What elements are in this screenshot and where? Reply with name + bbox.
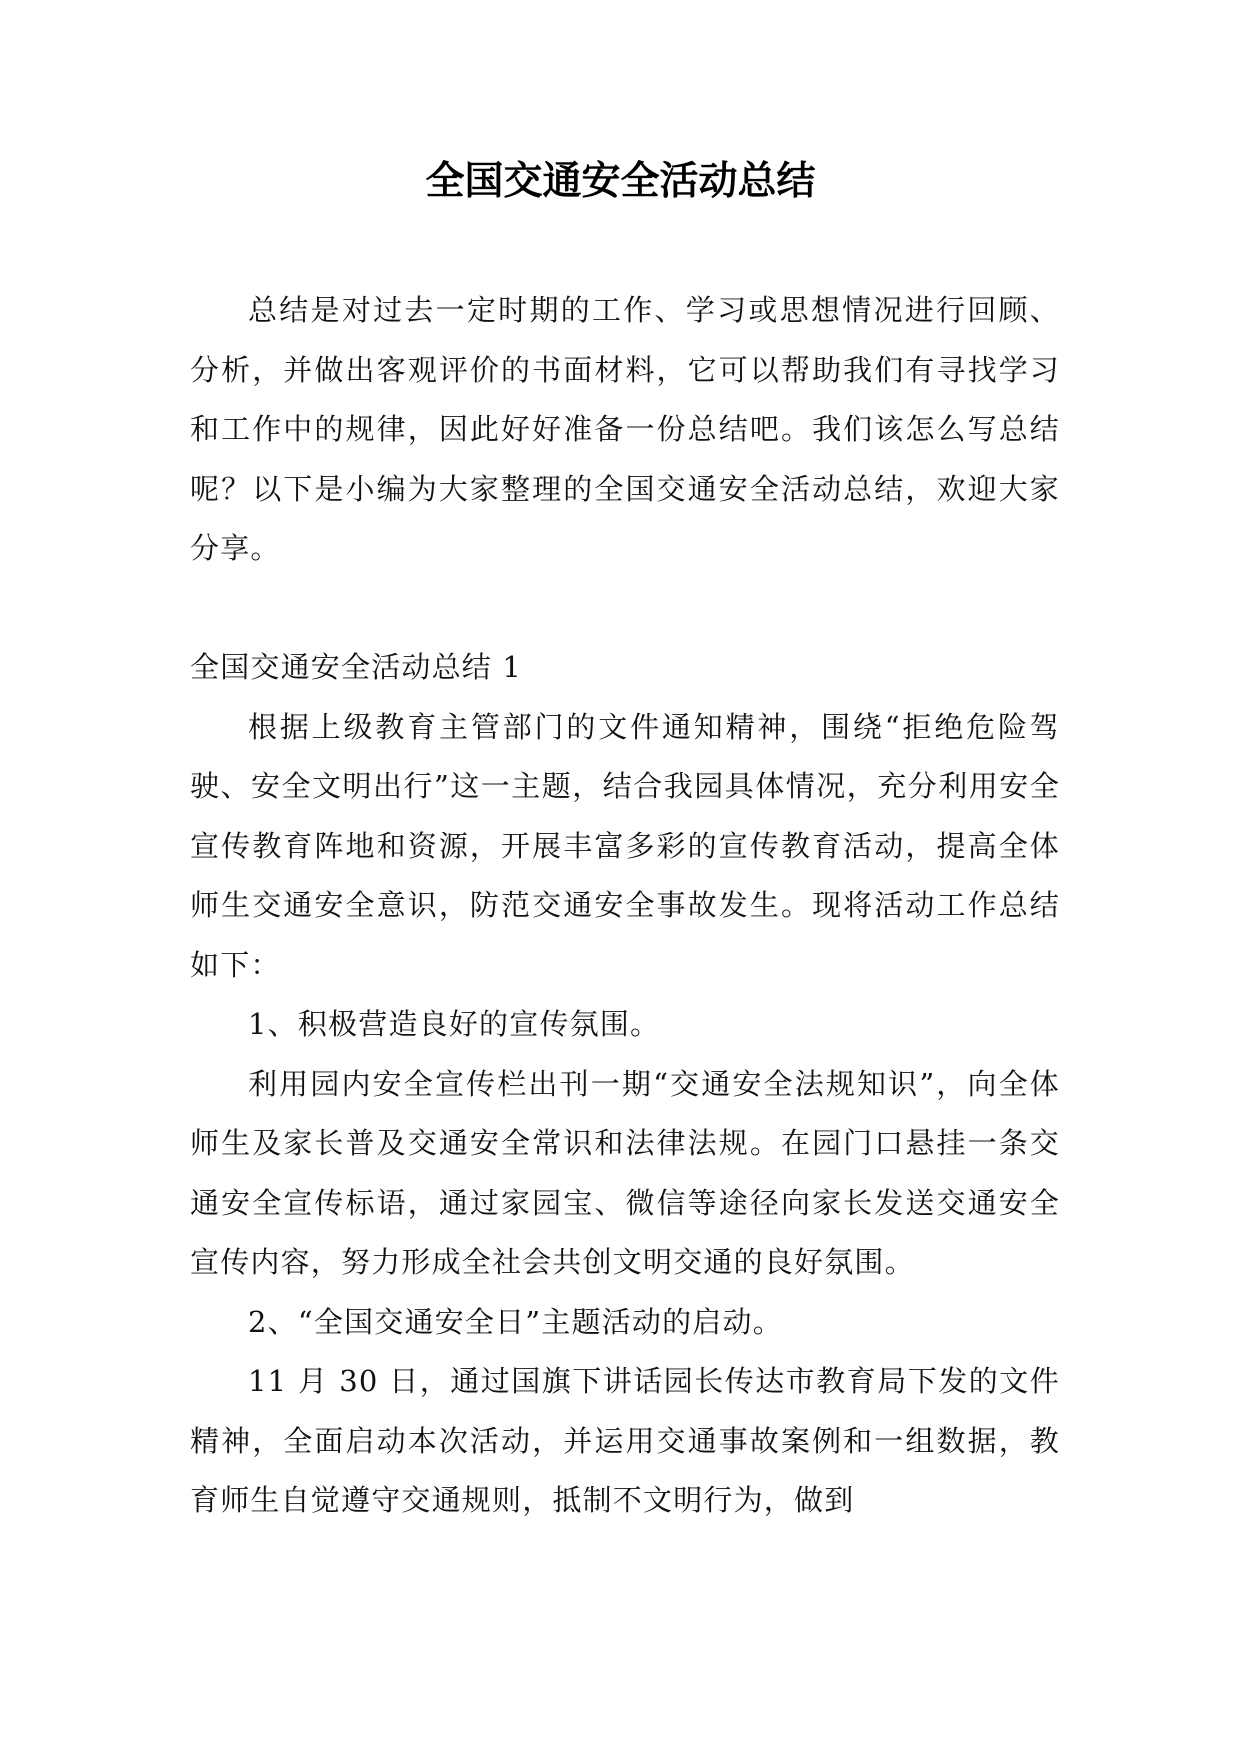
body-paragraph: 11 月 30 日，通过国旗下讲话园长传达市教育局下发的文件精神，全面启动本次活动，并运用交通事故案例和一组数据，教育师生自觉遵守交通规则，抵制不文明行为，做到 [190,1364,1060,1517]
intro-paragraph: 总结是对过去一定时期的工作、学习或思想情况进行回顾、分析，并做出客观评价的书面材料，它可以帮助我们有寻找学习和工作中的规律，因此好好准备一份总结吧。我们该怎么写总结呢？以下是小编为大家整理的全国交通安全活动总结，欢迎大家分享。 [190,293,1060,565]
body-paragraph: 利用园内安全宣传栏出刊一期“交通安全法规知识”，向全体师生及家长普及交通安全常识和法律法规。在园门口悬挂一条交通安全宣传标语，通过家园宝、微信等途径向家长发送交通安全宣传内容，努力形成全社会共创文明交通的良好氛围。 [190,1066,1060,1279]
list-heading-2: 2、“全国交通安全日”主题活动的启动。 [248,1304,783,1339]
paragraph-spacer [190,579,1060,639]
body-paragraph: 根据上级教育主管部门的文件通知精神，围绕“拒绝危险驾驶、安全文明出行”这一主题，结合我园具体情况，充分利用安全宣传教育阵地和资源，开展丰富多彩的宣传教育活动，提高全体师生交通安全意识，防范交通安全事故发生。现将活动工作总结如下： [190,709,1060,982]
document-title: 全国交通安全活动总结 [425,159,816,204]
list-heading-1: 1、积极营造良好的宣传氛围。 [248,1007,661,1041]
document-body [190,281,1060,1531]
section-heading: 全国交通安全活动总结 1 [190,650,523,684]
